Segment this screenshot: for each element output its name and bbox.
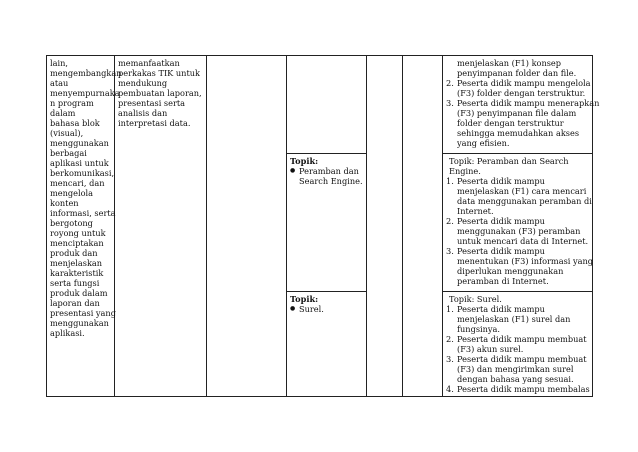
item-number: 2. (446, 78, 454, 88)
text-line: (visual), (50, 128, 84, 138)
text-line: (F3) dan mengirimkan surel (457, 364, 574, 374)
topic-bullet (290, 166, 363, 186)
text-line: peramban di Internet. (457, 276, 549, 286)
text-line: produk dan (50, 248, 98, 258)
text-line: mengembangkan (50, 68, 122, 78)
objectives-list-1 (446, 58, 600, 148)
objective-list (446, 176, 594, 286)
text-line: Peserta didik mampu (457, 246, 545, 256)
text-line: Peserta didik mampu menerapkan (457, 98, 600, 108)
text-line: Topik: Surel. (449, 294, 502, 304)
text-line: fungsinya. (457, 324, 501, 334)
text-line: mencari, dan (50, 178, 105, 188)
text-line: Engine. (449, 166, 481, 176)
text-line: (F3) penyimpanan file dalam (457, 108, 577, 118)
learning-element-text (118, 58, 203, 128)
item-number: 3. (446, 354, 454, 364)
list-item (446, 216, 589, 246)
text-line: informasi, serta (50, 208, 116, 218)
item-number: 1. (446, 176, 454, 186)
competency-text (50, 58, 122, 338)
objectives-cell (443, 56, 600, 154)
text-line: karakteristik (50, 268, 104, 278)
objectives-cell (443, 154, 593, 292)
topic-bullet (290, 304, 363, 314)
text-line: Peserta didik mampu (457, 304, 545, 314)
text-line: data menggunakan peramban di (457, 196, 592, 206)
text-line: menggunakan (F3) peramban (457, 226, 581, 236)
item-number: 2. (446, 216, 454, 226)
text-line: (F3) folder dengan terstruktur. (457, 88, 586, 98)
text-line: ● Surel. (299, 304, 324, 314)
text-line: folder dengan terstruktur (457, 118, 564, 128)
text-line: menjelaskan (F1) cara mencari (457, 186, 587, 196)
text-line: Peserta didik mampu membuat (457, 334, 587, 344)
text-line: memanfaatkan (118, 58, 180, 68)
text-line: mendukung (118, 78, 168, 88)
text-line: aplikasi untuk (50, 158, 109, 168)
text-line: mengelola (50, 188, 94, 198)
text-line: bahasa blok (50, 118, 100, 128)
text-line: analisis dan (118, 108, 168, 118)
text-line: serta fungsi (50, 278, 100, 288)
text-line: berkomunikasi, (50, 168, 115, 178)
text-line: produk dalam (50, 288, 108, 298)
text-line: Peserta didik mampu membalas (457, 384, 590, 394)
text-line: perkakas TIK untuk (118, 68, 200, 78)
text-line: aplikasi. (50, 328, 85, 338)
empty-cell (207, 56, 287, 397)
text-line: menggunakan (50, 318, 109, 328)
empty-cell (403, 56, 443, 397)
text-line: pembuatan laporan, (118, 88, 202, 98)
item-number: 1. (446, 304, 454, 314)
text-line: yang efisien. (457, 138, 510, 148)
list-item (446, 384, 589, 394)
topic-cell (287, 292, 367, 397)
objective-list (446, 78, 600, 148)
table-row (47, 56, 593, 154)
objectives-list-2 (446, 156, 594, 286)
topic-cell (287, 56, 367, 154)
text-line: sehingga memudahkan akses (457, 128, 580, 138)
item-number: 3. (446, 98, 454, 108)
text-line: (F3) akun surel. (457, 344, 524, 354)
competency-cell (47, 56, 122, 397)
learning-element-cell (115, 56, 207, 397)
text-line: menentukan (F3) informasi yang (457, 256, 594, 266)
text-line: interpretasi data. (118, 118, 191, 128)
curriculum-table (46, 55, 600, 397)
list-item (446, 98, 600, 148)
text-line: Topik: Peramban dan Search (449, 156, 569, 166)
text-line: atau (50, 78, 69, 88)
text-line: Search Engine. (299, 176, 363, 186)
text-line: Peserta didik mampu mengelola (457, 78, 591, 88)
text-line: lain, (50, 58, 68, 68)
empty-cell (367, 56, 403, 397)
text-line: menjelaskan (50, 258, 103, 268)
text-line: ● Peramban dan (299, 166, 359, 176)
text-line: untuk mencari data di Internet. (457, 236, 589, 246)
text-line: menjelaskan (F1) surel dan (457, 314, 571, 324)
list-item (446, 334, 589, 354)
text-line: menyempurnaka (50, 88, 120, 98)
topic-label: Topik: (290, 294, 319, 304)
item-number: 3. (446, 246, 454, 256)
list-item (446, 78, 589, 98)
text-line: dalam (50, 108, 76, 118)
text-line: Peserta didik mampu membuat (457, 354, 587, 364)
text-line: dengan bahasa yang sesuai. (457, 374, 574, 384)
text-line: royong untuk (50, 228, 106, 238)
objectives-cell (443, 292, 593, 397)
text-line: menggunakan (50, 138, 109, 148)
text-line: Peserta didik mampu (457, 176, 545, 186)
list-item (446, 246, 594, 286)
text-line: konten (50, 198, 79, 208)
text-line: laporan dan (50, 298, 100, 308)
item-number: 2. (446, 334, 454, 344)
objectives-list-3 (446, 294, 589, 394)
text-line: penyimpanan folder dan file. (457, 68, 577, 78)
text-line: Peserta didik mampu (457, 216, 545, 226)
text-line: n program (50, 98, 94, 108)
text-line: menciptakan (50, 238, 104, 248)
text-line: bergotong (50, 218, 93, 228)
item-number: 4. (446, 384, 454, 394)
objective-list (446, 304, 589, 394)
list-item (446, 354, 589, 384)
text-line: presentasi serta (118, 98, 186, 108)
list-item (446, 176, 592, 216)
text-line: presentasi yang (50, 308, 116, 318)
text-line: berbagai (50, 148, 87, 158)
topic-label: Topik: (290, 156, 319, 166)
text-line: menjelaskan (F1) konsep (457, 58, 562, 68)
list-item (446, 304, 589, 334)
text-line: Internet. (457, 206, 494, 216)
topic-cell (287, 154, 367, 292)
text-line: diperlukan menggunakan (457, 266, 564, 276)
